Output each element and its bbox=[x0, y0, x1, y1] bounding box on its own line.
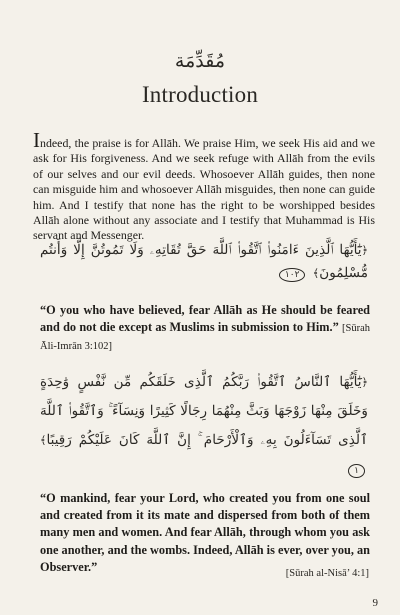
page-title: Introduction bbox=[141, 82, 259, 107]
quran-verse-2 bbox=[40, 368, 368, 484]
verse-1-translation-block bbox=[40, 302, 370, 356]
verse-2-arabic: يَٰٓأَيُّهَا ٱلنَّاسُ ٱتَّقُوا۟ رَبَّكُمُ ٱلَّذِى خَلَقَكُم مِّن نَّفْسٍ وَٰحِدَةٍ وَخَلَقَ مِنْهَا زَوْجَهَا وَبَثَّ مِنْهُمَا رِجَالًا كَثِيرًا وَنِسَآءً ۚ وَٱتَّقُوا۟ ٱللَّهَ ٱلَّذِى تَسَآءَلُونَ بِهِۦ وَٱلْأَرْحَامَ ۚ إِنَّ ٱللَّهَ كَانَ عَلَيْكُمْ رَقِيبًا bbox=[40, 374, 368, 448]
verse-2-number: ١ bbox=[348, 464, 365, 478]
verse-2-reference: [Sūrah al-Nisā’ 4:1] bbox=[285, 568, 369, 579]
verse-open-ornament-icon: ﴿ bbox=[361, 376, 368, 389]
verse-close-ornament-icon: ﴾ bbox=[312, 267, 320, 280]
verse-1-number: ١٠٢ bbox=[279, 268, 306, 282]
verse-open-ornament-icon: ﴿ bbox=[361, 244, 368, 257]
verse-2-translation: “O mankind, fear your Lord, who created you from one soul and created from it its mate and dispersed from both of them many men and women. And fear Allāh, through whom you ask one another, and the wombs. Indeed, Allāh is ever, over you, an Observer.” bbox=[40, 491, 370, 574]
verse-1-arabic: يَٰٓأَيُّهَا ٱلَّذِينَ ءَامَنُوا۟ ٱتَّقُوا۟ ٱللَّهَ حَقَّ تُقَاتِهِۦ وَلَا تَمُوتُنَّ إِلَّا وَأَنتُم مُّسْلِمُونَ bbox=[40, 242, 368, 281]
verse-1-reference: [Sūrah Āli-Imrān 3:102] bbox=[40, 323, 370, 353]
drop-cap: I bbox=[33, 128, 40, 152]
quran-verse-1 bbox=[40, 239, 368, 285]
intro-paragraph bbox=[33, 128, 375, 244]
verse-1-translation: “O you who have believed, fear Allāh as He should be feared and do not die except as Muslims in submission to Him.” bbox=[40, 303, 370, 335]
verse-close-ornament-icon: ﴾ bbox=[40, 434, 47, 447]
page-number: 9 bbox=[372, 597, 378, 609]
intro-text: ndeed, the praise is for Allāh. We praise Him, we seek His aid and we ask for His forgiveness. And we seek refuge with Allāh from the evils of our selves and our evil deeds. Whosoever Allāh guides, then none can misguide him and whosoever Allāh misguides, then none can guide him. And I testify that none has the right to be worshipped besides Allāh alone without any associate and I testify that Muhammad is His servant and Messenger. bbox=[33, 136, 375, 243]
arabic-heading: مُقَدِّمَة bbox=[174, 50, 226, 72]
